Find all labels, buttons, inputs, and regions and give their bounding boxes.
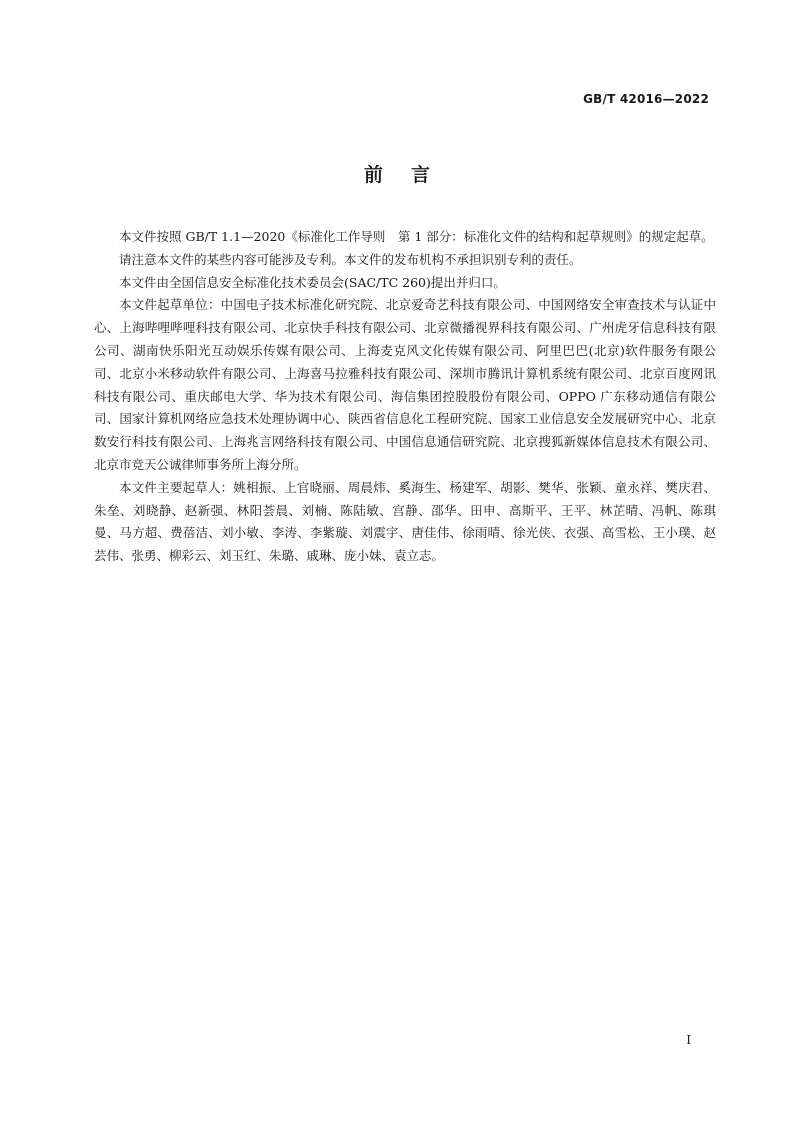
paragraph-drafting-organizations: 本文件起草单位：中国电子技术标准化研究院、北京爱奇艺科技有限公司、中国网络安全审查技术与认证中心、上海哔哩哔哩科技有限公司、北京快手科技有限公司、北京微播视界科技有限公司、广州虎牙信息科技有限公司、湖南快乐阳光互动娱乐传媒有限公司、上海麦克风文化传媒有限公司、阿里巴巴(北京)软件服务有限公司、北京小米移动软件有限公司、上海喜马拉雅科技有限公司、深圳市腾讯计算机系统有限公司、北京百度网讯科技有限公司、重庆邮电大学、华为技术有限公司、海信集团控股股份有限公司、OPPO 广东移动通信有限公司、国家计算机网络应急技术处理协调中心、陕西省信息化工程研究院、国家工业信息安全发展研究中心、北京数安行科技有限公司、上海兆言网络科技有限公司、中国信息通信研究院、北京搜狐新媒体信息技术有限公司、北京市竞天公诚律师事务所上海分所。 xyxy=(94,297,716,472)
foreword-body xyxy=(94,226,716,568)
paragraph-drafting-rules: 本文件按照 GB/T 1.1—2020《标准化工作导则 第 1 部分：标准化文件的结构和起草规则》的规定起草。 xyxy=(119,229,714,244)
standard-number: GB/T 42016—2022 xyxy=(583,92,709,106)
paragraph-proposer: 本文件由全国信息安全标准化技术委员会(SAC/TC 260)提出并归口。 xyxy=(119,274,506,290)
page-title: 前言 xyxy=(363,164,458,186)
page-number: I xyxy=(686,1033,691,1047)
paragraph-drafters: 本文件主要起草人：姚相振、上官晓丽、周晨炜、奚海生、杨建军、胡影、樊华、张颖、童永祥、樊庆君、朱垒、刘晓静、赵新强、林阳荟晨、刘楠、陈陆敏、宫静、邵华、田申、高斯平、王平、林芷晴、冯帆、陈琪曼、马方超、费蓓洁、刘小敏、李涛、李紫璇、刘震宇、唐佳伟、徐雨晴、徐光侠、衣强、高雪松、王小璞、赵芸伟、张勇、柳彩云、刘玉红、朱璐、戚琳、庞小妹、袁立志。 xyxy=(94,479,716,564)
paragraph-patent-notice: 请注意本文件的某些内容可能涉及专利。本文件的发布机构不承担识别专利的责任。 xyxy=(119,251,582,267)
